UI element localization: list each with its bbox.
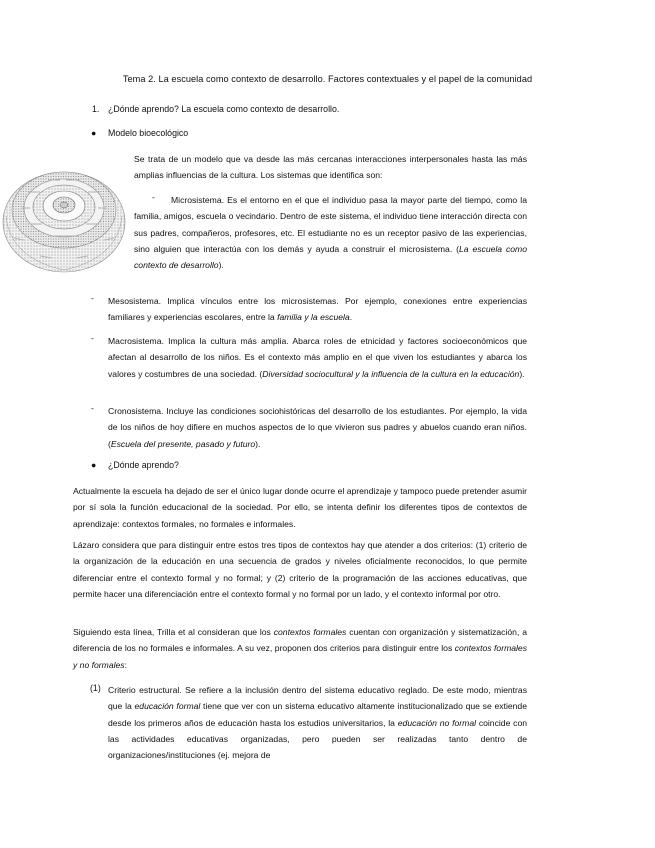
macrosistema-italic: Diversidad sociocultural y la influencia de la cultura en la educación <box>262 368 520 379</box>
body-paragraph-1: Actualmente la escuela ha dejado de ser el único lugar donde ocurre el aprendizaje y tampoco puede pretender asumir por sí sola la función educacional de la sociedad. Por ello, se intenta definir los diferentes tipos de contextos de aprendizaje: contextos formales, no formales e informales. <box>73 486 527 529</box>
dash-marker: - <box>152 192 155 202</box>
bullet-heading: ¿Dónde aprendo? <box>108 460 179 470</box>
crit1-italic-d: educación no formal <box>397 717 477 728</box>
mesosistema-italic: familia y la escuela <box>277 312 350 323</box>
crit1-text-a: Criterio estructural. Se refiere a la inclusión dentro del sistema educativo reglado. De este modo, mientras que la <box>108 685 527 712</box>
crit1-text-c: tiene que ver con un sistema educativo altamente institucionalizado que se extiende desde los primeros años de educación hasta los estudios universitarios, la <box>108 701 527 728</box>
section-heading: ¿Dónde aprendo? La escuela como contexto de desarrollo. <box>108 104 340 114</box>
macrosistema-paragraph <box>108 333 527 382</box>
criterion-number: (1) <box>90 683 101 693</box>
mesosistema-text: Mesosistema. Implica vínculos entre los microsistemas. Por ejemplo, conexiones entre experiencias familiares y experiencias escolares, entre la <box>108 296 527 323</box>
list-number: 1. <box>92 104 100 114</box>
criterion-1-paragraph <box>108 682 527 763</box>
macrosistema-text: Macrosistema. Implica la cultura más amplia. Abarca roles de etnicidad y factores socioeconómicos que afectan al desarrollo de los niños. Es el contexto más amplio en el que viven los estudiantes y abarca los valores y costumbres de una sociedad. ( <box>108 336 527 379</box>
dash-marker: - <box>91 293 94 303</box>
mesosistema-paragraph <box>108 293 527 326</box>
cronosistema-italic: Escuela del presente, pasado y futuro <box>110 438 256 449</box>
body-paragraph-2: Lázaro considera que para distinguir entre estos tres tipos de contextos hay que atender a dos criterios: (1) criterio de la organización de la educación en una secuencia de grados y niveles oficialmente reconocidos, lo que permite diferenciar entre el contexto formal y no formal; y (2) criterio de la programación de las acciones educativas, que permite hacer una diferenciación entre el contexto formal y no formal por un lado, y el contexto informal por otro. <box>73 540 527 599</box>
para3-italic-d: contextos formales y no formales <box>73 643 527 670</box>
crit1-italic-b: educación formal <box>134 701 201 712</box>
mesosistema-end: . <box>349 312 353 323</box>
body-paragraph-3 <box>73 624 527 673</box>
intro-paragraph: Se trata de un modelo que va desde las más cercanas interacciones interpersonales hasta las más amplias influencias de la cultura. Los sistemas que identifica son: <box>134 154 527 181</box>
para3-italic-b: contextos formales <box>273 627 347 637</box>
macrosistema-end: ). <box>519 368 525 379</box>
microsistema-italic: La escuela como contexto de desarrollo <box>134 243 527 271</box>
microsistema-paragraph <box>134 192 527 273</box>
bullet-icon: ● <box>91 128 97 138</box>
bioecological-diagram-image <box>0 158 128 276</box>
dash-marker: - <box>91 333 94 343</box>
microsistema-text: Microsistema. Es el entorno en el que el individuo pasa la mayor parte del tiempo, como la familia, amigos, escuela o vecindario. Dentro de este sistema, el individuo tiene interacción directa con sus padres, compañeros, profesores, etc. El estudiante no es un receptor pasivo de las experiencias, sino alguien que interactúa con los demás y ayuda a construir el microsistema. ( <box>134 195 527 254</box>
para3-text-e: : <box>124 659 127 670</box>
bullet-icon: ● <box>91 460 97 470</box>
para3-text-c: cuentan con organización y sistematización, a diferencia de los no formales e informales. A su vez, proponen dos criterios para distinguir entre los <box>73 627 527 654</box>
cronosistema-paragraph <box>108 403 527 452</box>
page-title: Tema 2. La escuela como contexto de desarrollo. Factores contextuales y el papel de la comunidad <box>122 74 533 84</box>
bullet-heading: Modelo bioecológico <box>108 128 189 138</box>
microsistema-end: ). <box>218 260 224 271</box>
dash-marker: - <box>91 403 94 413</box>
crit1-text-e: coincide con las actividades educativas organizadas, pero pueden ser realizadas tanto dentro de organizaciones/instituciones (ej. mejora de <box>108 717 528 761</box>
cronosistema-end: ). <box>255 438 261 449</box>
cronosistema-text: Cronosistema. Incluye las condiciones sociohistóricas del desarrollo de los estudiantes. Por ejemplo, la vida de los niños de hoy difiere en muchos aspectos de lo que vivieron sus padres y abuelos cuando eran niños. ( <box>108 406 527 449</box>
para3-text-a: Siguiendo esta línea, Trilla et al consideran que los <box>73 627 274 637</box>
